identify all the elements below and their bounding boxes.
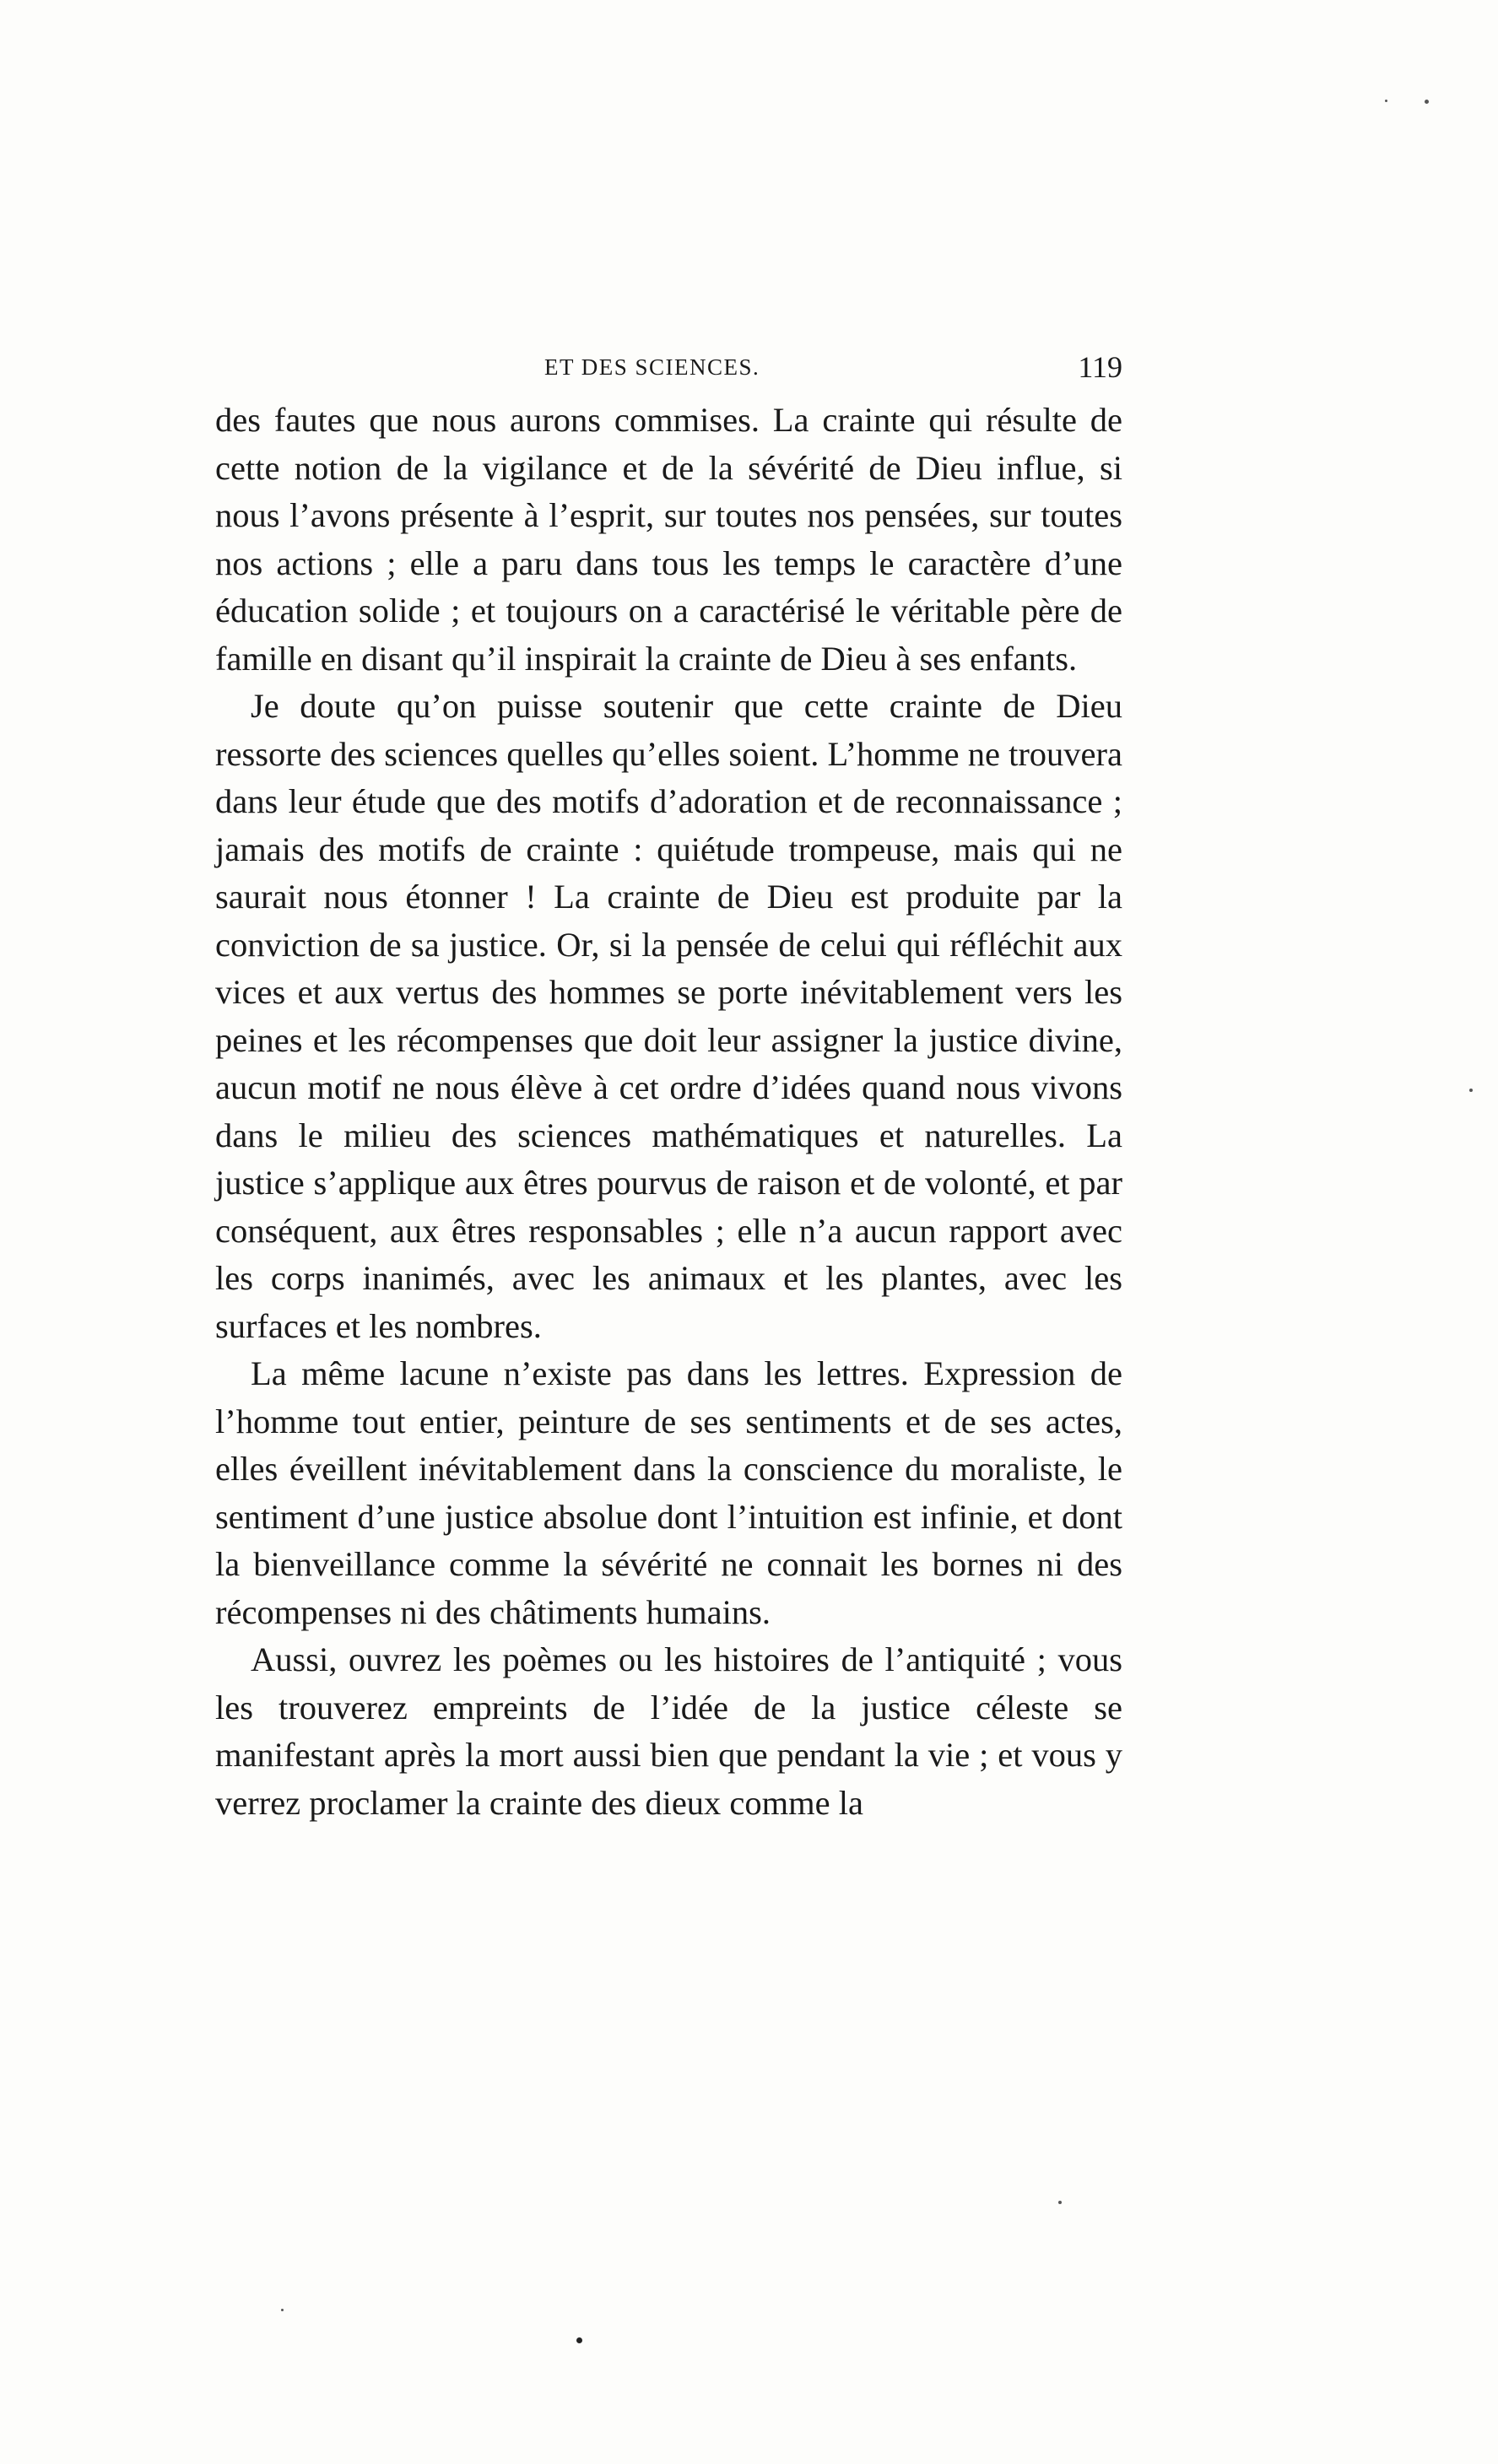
body-text xyxy=(215,397,1122,1827)
scan-speck xyxy=(1058,2201,1062,2204)
paragraph-continued: des fautes que nous aurons commises. La crainte qui résulte de cette notion de la vigilance et de la sévérité de Dieu influe, si nous l’avons présente à l’esprit, sur toutes nos pensées, sur toutes nos actions ; elle a paru dans tous les temps le caractère d’une éducation solide ; et toujours on a caractérisé le véritable père de famille en disant qu’il inspirait la crainte de Dieu à ses enfants. xyxy=(215,401,1122,678)
paragraph: La même lacune n’existe pas dans les lettres. Expression de l’homme tout entier, peinture de ses sentiments et de ses actes, elles éveillent inévitablement dans la conscience du moraliste, le sentiment d’une justice absolue dont l’intuition est infinie, et dont la bienveillance comme la sévérité ne connait les bornes ni des récompenses ni des châtiments humains. xyxy=(215,1354,1122,1631)
scan-speck xyxy=(281,2309,284,2311)
running-title: ET DES SCIENCES. xyxy=(544,354,760,380)
page-number: 119 xyxy=(1078,350,1122,384)
text-block xyxy=(215,346,1122,1827)
running-head xyxy=(215,346,1122,397)
scan-speck xyxy=(1469,1089,1473,1092)
scan-speck xyxy=(1385,100,1387,102)
paragraph: Aussi, ouvrez les poèmes ou les histoires de l’antiquité ; vous les trouverez empreints de l’idée de la justice céleste se manifestant après la mort aussi bien que pendant la vie ; et vous y verrez proclamer la crainte des dieux comme la xyxy=(215,1640,1122,1822)
scan-speck xyxy=(1425,100,1429,104)
paragraph: Je doute qu’on puisse soutenir que cette crainte de Dieu ressorte des sciences quelles qu’elles soient. L’homme ne trouvera dans leur étude que des motifs d’adoration et de reconnaissance ; jamais des motifs de crainte : quiétude trompeuse, mais qui ne saurait nous étonner ! La crainte de Dieu est produite par la conviction de sa justice. Or, si la pensée de celui qui réfléchit aux vices et aux vertus des hommes se porte inévitablement vers les peines et les récompenses que doit leur assigner la justice divine, aucun motif ne nous élève à cet ordre d’idées quand nous vivons dans le milieu des sciences mathématiques et naturelles. La justice s’applique aux êtres pourvus de raison et de volonté, et par conséquent, aux êtres responsables ; elle n’a aucun rapport avec les corps inanimés, avec les animaux et les plantes, avec les surfaces et les nombres. xyxy=(215,687,1122,1345)
scan-speck xyxy=(576,2337,582,2343)
